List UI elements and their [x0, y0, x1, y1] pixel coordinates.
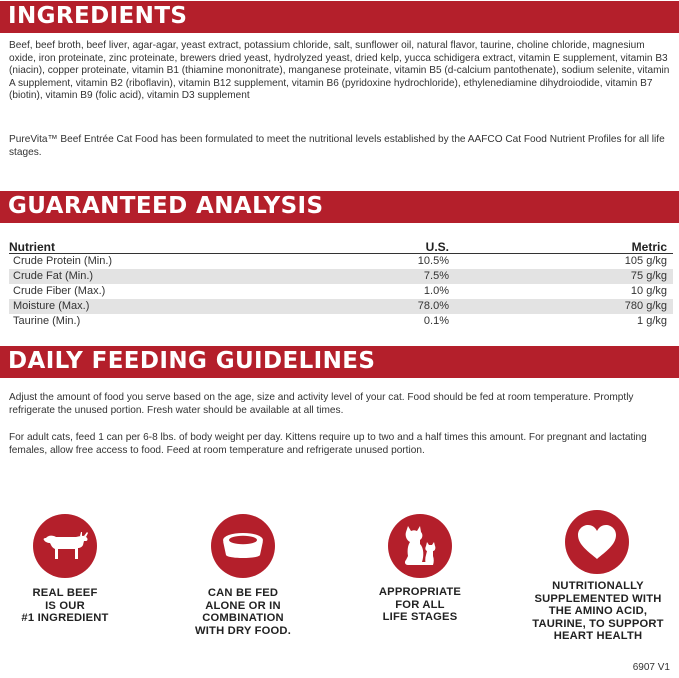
aafco-statement: PureVita™ Beef Entrée Cat Food has been formulated to meet the nutritional levels established by the AAFCO Cat Food Nutrient Profiles for all life stages. [9, 134, 665, 158]
life-stages-caption [360, 586, 480, 624]
nutrient-cell: Crude Fat (Min.) [13, 270, 94, 282]
caption-line: LIFE STAGES [382, 611, 458, 624]
us-cell: 10.5% [417, 255, 449, 267]
guaranteed-analysis-table [9, 240, 673, 329]
caption-line: WITH DRY FOOD. [194, 624, 292, 637]
fed-alone-caption [180, 587, 306, 637]
guaranteed-analysis-heading: GUARANTEED ANALYSIS [0, 191, 679, 223]
metric-cell: 75 g/kg [630, 270, 667, 282]
cow-icon [33, 514, 97, 578]
caption-line: THE AMINO ACID, [548, 605, 648, 618]
us-cell: 7.5% [423, 270, 449, 282]
table-row [9, 284, 673, 299]
caption-line: APPROPRIATE [378, 586, 462, 598]
table-row [9, 314, 673, 329]
cat-icon [388, 514, 452, 578]
heart-icon [565, 510, 629, 574]
nutrient-cell: Crude Fiber (Max.) [13, 285, 106, 297]
table-row [9, 269, 673, 284]
feeding-instructions: Adjust the amount of food you serve based on the age, size and activity level of your cat. Food should be fed at room temperature. Promptly refrigerate the unused portion. Fresh water should be available at all times. [9, 392, 634, 416]
caption-line: REAL BEEF [32, 587, 98, 599]
nutrient-cell: Taurine (Min.) [13, 315, 81, 327]
table-header [9, 240, 673, 254]
ingredients-heading: INGREDIENTS [0, 1, 679, 33]
nutrient-cell: Moisture (Max.) [13, 300, 90, 312]
bowl-icon [211, 514, 275, 578]
caption-line: COMBINATION [202, 612, 284, 625]
caption-line: FOR ALL [395, 598, 445, 611]
real-beef-caption [20, 587, 110, 625]
caption-line: NUTRITIONALLY [552, 580, 644, 592]
us-cell: 0.1% [423, 315, 449, 327]
caption-line: HEART HEALTH [553, 630, 643, 643]
caption-line: SUPPLEMENTED WITH [534, 592, 662, 605]
caption-line: ALONE OR IN [205, 599, 281, 612]
us-cell: 78.0% [417, 300, 449, 312]
caption-line: IS OUR [45, 599, 85, 612]
metric-cell: 105 g/kg [624, 255, 667, 267]
taurine-caption [520, 580, 676, 643]
header-metric: Metric [631, 240, 667, 254]
table-row [9, 254, 673, 269]
feeding-guidelines-heading: DAILY FEEDING GUIDELINES [0, 346, 679, 378]
metric-cell: 10 g/kg [630, 285, 667, 297]
us-cell: 1.0% [423, 285, 449, 297]
version-code: 6907 V1 [632, 662, 670, 673]
nutrient-cell: Crude Protein (Min.) [13, 255, 113, 267]
caption-line: #1 INGREDIENT [21, 612, 109, 625]
table-row [9, 299, 673, 314]
metric-cell: 1 g/kg [637, 315, 667, 327]
header-nutrient: Nutrient [9, 240, 55, 254]
caption-line: CAN BE FED [207, 587, 279, 599]
metric-cell: 780 g/kg [624, 300, 667, 312]
ingredients-list: Beef, beef broth, beef liver, agar-agar, yeast extract, potassium chloride, salt, sunflower oil, natural flavor, taurine, choline chloride, magnesium oxide, iron proteinate, zinc proteinate, brewers dried yeast, hydrolyzed yeast, dried kelp, yucca schidigera extract, vitamin E supplement, vitamin B3 (niacin), copper proteinate, vitamin B1 (thiamine mononitrate), manganese proteinate, vitamin B5 (d-calcium pantothenate), sodium selenite, vitamin A supplement, vitamin B2 (riboflavin), vitamin B12 supplement, vitamin B6 (pyridoxine hydrochloride), ethylenediamine dihydroiodide, vitamin B7 (biotin), vitamin B9 (folic acid), vitamin D3 supplement [9, 40, 670, 102]
header-us: U.S. [425, 240, 449, 254]
caption-line: TAURINE, TO SUPPORT [532, 617, 664, 630]
feeding-amounts: For adult cats, feed 1 can per 6-8 lbs. of body weight per day. Kittens require up to two and a half times this amount. For pregnant and lactating females, allow free access to food. Feed at room temperature and refrigerate unused portion. [9, 432, 647, 456]
